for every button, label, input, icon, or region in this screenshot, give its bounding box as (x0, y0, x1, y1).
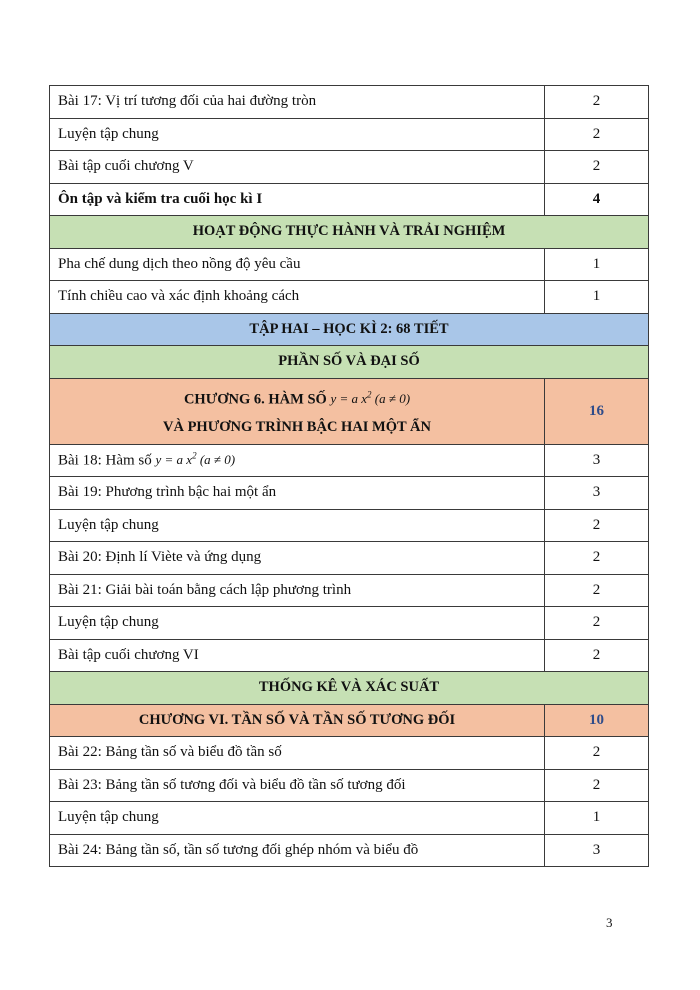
lesson-row (50, 834, 649, 867)
chapter-6-header (50, 378, 649, 444)
lesson-row (50, 444, 649, 477)
period-count: 2 (545, 86, 649, 119)
lesson-title: Bài 24: Bảng tần số, tần số tương đối ghép nhóm và biểu đồ (50, 834, 545, 867)
lesson-row (50, 281, 649, 314)
lesson-title: Luyện tập chung (50, 118, 545, 151)
chapter-title-line1: CHƯƠNG 6. HÀM SỐ (183, 391, 327, 408)
lesson-row (50, 86, 649, 119)
period-count: 4 (545, 183, 649, 216)
lesson-row (50, 574, 649, 607)
lesson-row (50, 639, 649, 672)
term2-header (50, 313, 649, 346)
chapter-period-count: 10 (545, 704, 649, 737)
lesson-title: Pha chế dung dịch theo nồng độ yêu cầu (50, 248, 545, 281)
lesson-row (50, 509, 649, 542)
lesson-title: Tính chiều cao và xác định khoảng cách (50, 281, 545, 314)
period-count: 3 (545, 444, 649, 477)
lesson-title: Bài 20: Định lí Viète và ứng dụng (50, 542, 545, 575)
period-count: 2 (545, 118, 649, 151)
period-count: 2 (545, 151, 649, 184)
page-number: 3 (606, 915, 613, 930)
period-count: 1 (545, 802, 649, 835)
lesson-formula: y = a $x^2$ (a ≠ 0) (155, 451, 236, 468)
period-count: 2 (545, 607, 649, 640)
period-count: 3 (545, 477, 649, 510)
period-count: 2 (545, 639, 649, 672)
period-count: 2 (545, 509, 649, 542)
lesson-row (50, 477, 649, 510)
lesson-title: Bài 18: Hàm số y = a $x^2$ (a ≠ 0) (50, 444, 545, 477)
lesson-row (50, 737, 649, 770)
section-header-algebra (50, 346, 649, 379)
period-count: 1 (545, 248, 649, 281)
chapter-stats-header (50, 704, 649, 737)
section-title: HOẠT ĐỘNG THỰC HÀNH VÀ TRẢI NGHIỆM (50, 216, 649, 249)
period-count: 2 (545, 769, 649, 802)
chapter-formula: y = a $x^2$ (a ≠ 0) (330, 389, 411, 407)
review-row (50, 183, 649, 216)
section-header-practice (50, 216, 649, 249)
chapter-title: CHƯƠNG VI. TẦN SỐ VÀ TẦN SỐ TƯƠNG ĐỐI (50, 704, 545, 737)
lesson-row (50, 248, 649, 281)
section-header-stats (50, 672, 649, 705)
lesson-title: Luyện tập chung (50, 802, 545, 835)
lesson-row (50, 542, 649, 575)
lesson-title: Bài 21: Giải bài toán bằng cách lập phương trình (50, 574, 545, 607)
lesson-title: Bài 17: Vị trí tương đối của hai đường tròn (50, 86, 545, 119)
section-title: PHẦN SỐ VÀ ĐẠI SỐ (50, 346, 649, 379)
chapter-period-count: 16 (545, 378, 649, 444)
lesson-title: Bài tập cuối chương VI (50, 639, 545, 672)
lesson-row (50, 151, 649, 184)
lesson-title: Ôn tập và kiểm tra cuối học kì I (50, 183, 545, 216)
lesson-row (50, 607, 649, 640)
lesson-row (50, 802, 649, 835)
section-title: THỐNG KÊ VÀ XÁC SUẤT (50, 672, 649, 705)
chapter-title-line2: VÀ PHƯƠNG TRÌNH BẬC HAI MỘT ẨN (163, 419, 431, 436)
lesson-title: Bài 22: Bảng tần số và biểu đồ tần số (50, 737, 545, 770)
curriculum-table (49, 85, 649, 867)
period-count: 2 (545, 574, 649, 607)
lesson-row (50, 118, 649, 151)
chapter-title (50, 378, 545, 444)
period-count: 1 (545, 281, 649, 314)
lesson-title: Bài 19: Phương trình bậc hai một ẩn (50, 477, 545, 510)
lesson-row (50, 769, 649, 802)
period-count: 2 (545, 542, 649, 575)
period-count: 2 (545, 737, 649, 770)
term2-title: TẬP HAI – HỌC KÌ 2: 68 TIẾT (50, 313, 649, 346)
lesson-title: Bài 23: Bảng tần số tương đối và biểu đồ tần số tương đối (50, 769, 545, 802)
lesson-title: Luyện tập chung (50, 607, 545, 640)
period-count: 3 (545, 834, 649, 867)
lesson-title: Luyện tập chung (50, 509, 545, 542)
lesson-title: Bài tập cuối chương V (50, 151, 545, 184)
